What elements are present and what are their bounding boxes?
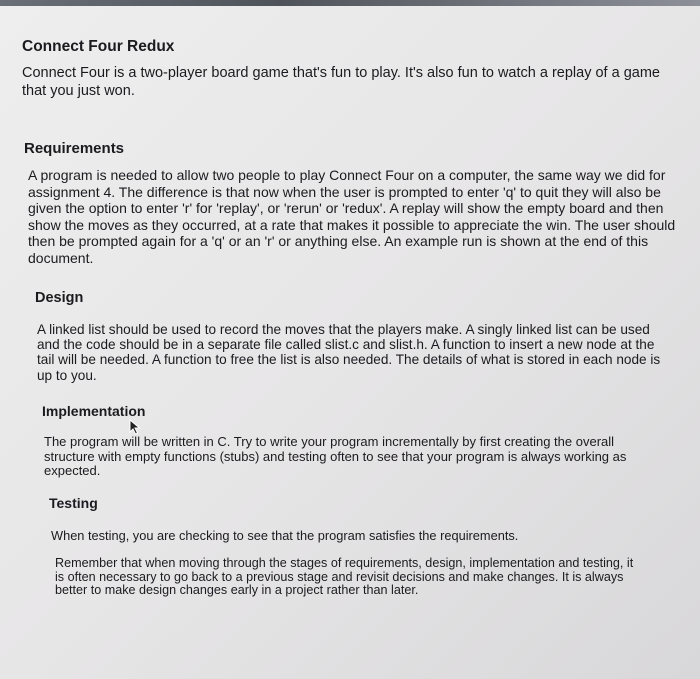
screen-top-edge [0,0,700,6]
implementation-heading: Implementation [42,403,146,419]
intro-paragraph: Connect Four is a two-player board game that's fun to play. It's also fun to watch a replay of a game that you just won. [22,65,660,99]
requirements-paragraph: A program is needed to allow two people to play Connect Four on a computer, the same way we did for assignment 4. The difference is that now when the user is prompted to enter 'q' to quit they will also be given the option to enter 'r' for 'replay', or 'rerun' or 'redux'. A replay will show the empty board and then show the moves as they occurred, at a rate that makes it possible to appreciate the win. The user should then be prompted again for a 'q' or an 'r' or anything else. An example run is shown at the end of this document. [28,167,676,266]
implementation-paragraph: The program will be written in C. Try to write your program incrementally by first creating the overall structure with empty functions (stubs) and testing often to see that your program is always working as expected. [44,434,627,478]
testing-paragraph-2: Remember that when moving through the stages of requirements, design, implementation and testing, it is often necessary to go back to a previous stage and revisit decisions and make changes. It is always better to make design changes early in a project rather than later. [55,556,634,598]
testing-heading: Testing [49,495,98,511]
requirements-heading: Requirements [24,140,125,157]
design-heading: Design [35,290,84,306]
document-title: Connect Four Redux [22,38,175,55]
design-paragraph: A linked list should be used to record the moves that the players make. A singly linked list can be used and the code should be in a separate file called slist.c and slist.h. A function to insert a new node at the tail will be needed. A function to free the list is also needed. The details of what is stored in each node is up to you. [37,322,661,383]
mouse-pointer-icon [129,419,141,435]
testing-paragraph-1: When testing, you are checking to see that the program satisfies the requirements. [51,528,519,543]
